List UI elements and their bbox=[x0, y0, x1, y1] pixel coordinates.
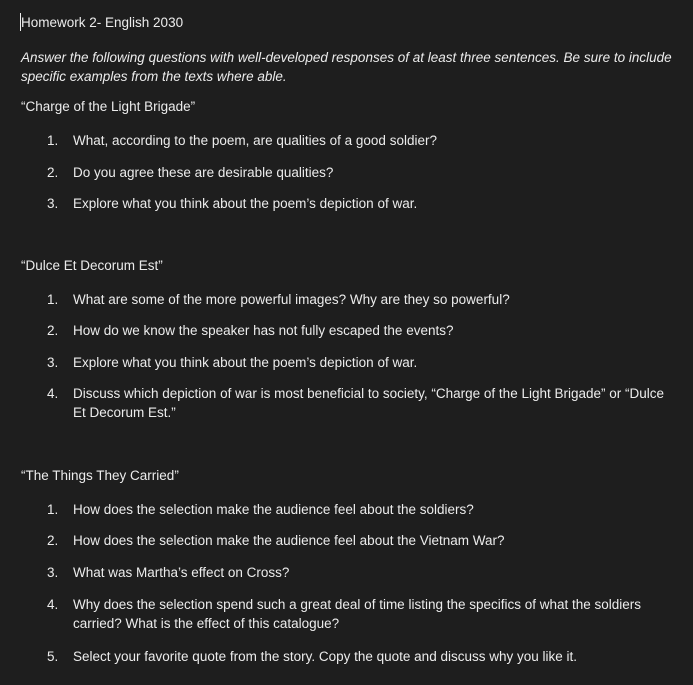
question-text: Why does the selection spend such a great deal of time listing the specifics of what the soldiers carried? What is the effect of this catalogue? bbox=[73, 597, 642, 631]
question-number: 2. bbox=[47, 323, 59, 338]
question-text: What are some of the more powerful images? Why are they so powerful? bbox=[73, 292, 510, 307]
question-item bbox=[47, 595, 677, 633]
question-number: 1. bbox=[47, 133, 59, 148]
question-text: How does the selection make the audience feel about the Vietnam War? bbox=[73, 533, 505, 548]
question-number: 1. bbox=[47, 502, 59, 517]
question-number: 3. bbox=[47, 565, 59, 580]
question-number: 3. bbox=[47, 196, 59, 211]
question-item bbox=[47, 563, 677, 582]
section-title-the-things-they-carried: “The Things They Carried” bbox=[21, 468, 179, 483]
question-item bbox=[47, 353, 677, 372]
question-text: What was Martha’s effect on Cross? bbox=[73, 565, 290, 580]
question-text: How do we know the speaker has not fully escaped the events? bbox=[73, 323, 454, 338]
question-number: 4. bbox=[47, 386, 59, 401]
section-title-charge-of-the-light-brigade: “Charge of the Light Brigade” bbox=[21, 99, 196, 114]
question-item bbox=[47, 647, 677, 666]
question-number: 4. bbox=[47, 597, 59, 612]
question-item bbox=[47, 194, 677, 213]
question-item bbox=[47, 321, 677, 340]
section-title-dulce-et-decorum-est: “Dulce Et Decorum Est” bbox=[21, 258, 163, 273]
question-number: 1. bbox=[47, 292, 59, 307]
question-number: 5. bbox=[47, 649, 59, 664]
question-number: 3. bbox=[47, 355, 59, 370]
question-item bbox=[47, 131, 677, 150]
question-item bbox=[47, 290, 677, 309]
question-text: Discuss which depiction of war is most beneficial to society, “Charge of the Light Brigade” or “Dulce Et Decorum Est.” bbox=[73, 386, 665, 420]
question-item bbox=[47, 384, 677, 422]
question-item bbox=[47, 500, 677, 519]
question-text: What, according to the poem, are qualities of a good soldier? bbox=[73, 133, 437, 148]
question-item bbox=[47, 531, 677, 550]
question-item bbox=[47, 163, 677, 182]
question-text: Explore what you think about the poem’s depiction of war. bbox=[73, 355, 418, 370]
question-number: 2. bbox=[47, 165, 59, 180]
instructions-paragraph: Answer the following questions with well-developed responses of at least three sentences. Be sure to include specific examples from the texts where able. bbox=[21, 50, 672, 84]
question-text: Explore what you think about the poem’s depiction of war. bbox=[73, 196, 418, 211]
document-title: Homework 2- English 2030 bbox=[21, 15, 184, 30]
question-text: Select your favorite quote from the story. Copy the quote and discuss why you like it. bbox=[73, 649, 578, 664]
question-text: Do you agree these are desirable qualities? bbox=[73, 165, 334, 180]
question-text: How does the selection make the audience feel about the soldiers? bbox=[73, 502, 474, 517]
question-number: 2. bbox=[47, 533, 59, 548]
